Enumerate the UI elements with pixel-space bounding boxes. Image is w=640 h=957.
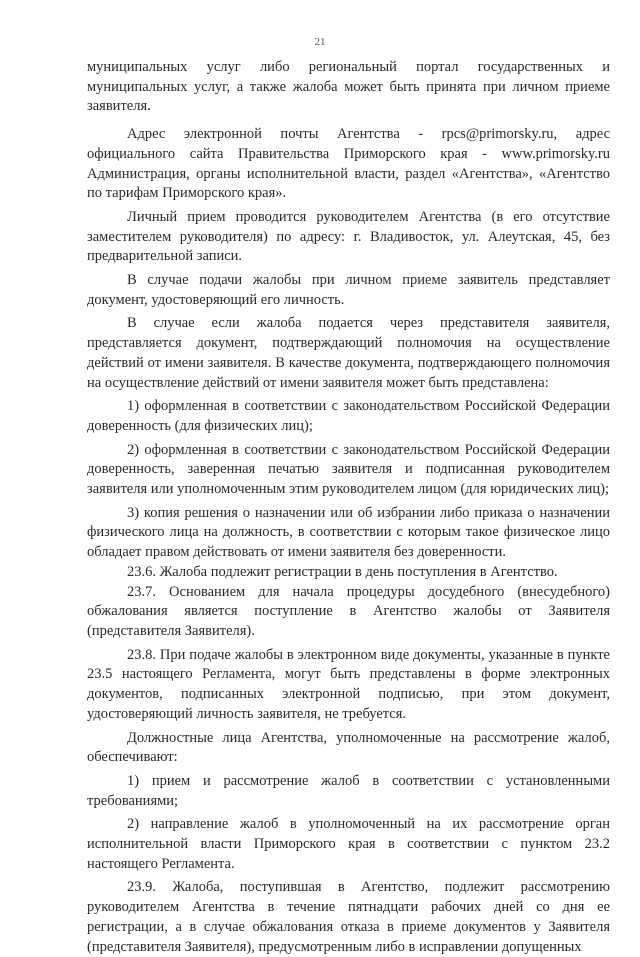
paragraph-8: 3) копия решения о назначении или об избрании либо приказа о назначении физического лица на должность, в соответствии с которым такое физическое лицо обладает правом действовать от имени заявителя без доверенности. (87, 504, 610, 561)
paragraph-4: В случае подачи жалобы при личном приеме заявитель представляет документ, удостоверяющий его личность. (87, 272, 610, 308)
paragraph-14: 2) направление жалоб в уполномоченный на их рассмотрение орган исполнительной власти Приморского края в соответствии с пунктом 23.2 настоящего Регламента. (87, 816, 610, 872)
paragraph-15: 23.9. Жалоба, поступившая в Агентство, подлежит рассмотрению руководителем Агентства в течение пятнадцати рабочих дней со дня ее регистрации, а в случае обжалования отказа в приеме документов у Заявителя (представителя Заявителя), предусмотренным либо в исправлении допущенных (87, 879, 610, 955)
paragraph-9: 23.6. Жалоба подлежит регистрации в день поступления в Агентство. (127, 563, 558, 580)
paragraph-5: В случае если жалоба подается через представителя заявителя, представляется документ, подтверждающий полномочия на осуществление действий от имени заявителя. В качестве документа, подтверждающего полномочия на осуществление действий от имени заявителя может быть представлена: (87, 315, 610, 391)
paragraph-13: 1) прием и рассмотрение жалоб в соответствии с установленными требованиями; (87, 772, 610, 809)
paragraph-2: Адрес электронной почты Агентства - rpcs@primorsky.ru, адрес официального сайта Правительства Приморского края - www.primorsky.ru Администрация, органы исполнительной власти, раздел «Агентства», «Агентство по тарифам Приморского края». (87, 126, 610, 202)
paragraph-10: 23.7. Основанием для начала процедуры досудебного (внесудебного) обжалования является поступление в Агентство жалобы от Заявителя (представителя Заявителя). (87, 583, 610, 639)
page-number: 21 (314, 36, 326, 48)
paragraph-3: Личный прием проводится руководителем Агентства (в его отсутствие заместителем руководителя) по адресу: г. Владивосток, ул. Алеутская, 45, без предварительной записи. (87, 208, 610, 265)
paragraph-11: 23.8. При подаче жалобы в электронном виде документы, указанные в пункте 23.5 настоящего Регламента, могут быть представлены в форме электронных документов, подписанных электронной подписью, при этом документ, удостоверяющий личность заявителя, не требуется. (87, 646, 610, 722)
paragraph-6: 1) оформленная в соответствии с законодательством Российской Федерации доверенность (для физических лиц); (87, 398, 610, 434)
paragraph-12: Должностные лица Агентства, уполномоченные на рассмотрение жалоб, обеспечивают: (87, 729, 610, 766)
document-body (87, 58, 610, 957)
paragraph-1: муниципальных услуг либо региональный портал государственных и муниципальных услуг, а также жалоба может быть принята при личном приеме заявителя. (87, 59, 610, 115)
paragraph-7: 2) оформленная в соответствии с законодательством Российской Федерации доверенность, заверенная печатью заявителя и подписанная руководителем заявителя или уполномоченным этим руководителем лицом (для юридических лиц); (87, 441, 610, 498)
